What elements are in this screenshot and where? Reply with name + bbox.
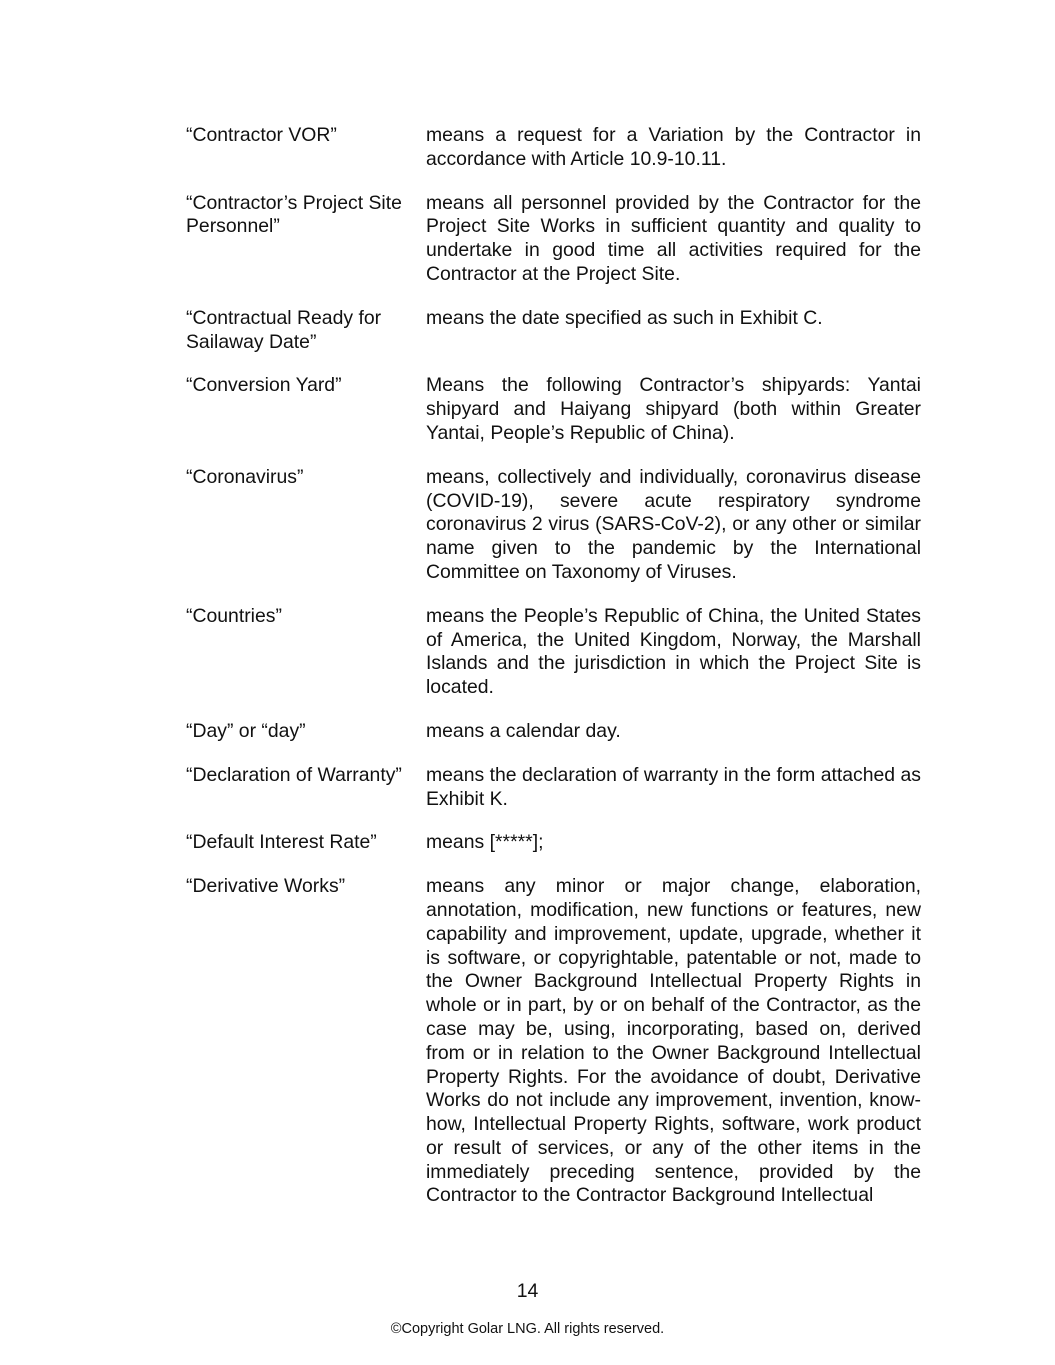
definition-term: “Contractor VOR” xyxy=(186,124,337,146)
definition-term: “Contractor’s Project Site Personnel” xyxy=(186,191,402,238)
definition-text: means the date specified as such in Exhibit C. xyxy=(426,306,823,329)
definition-text: means any minor or major change, elaboration, annotation, modification, new functions or features, new capability and improvement, update, upgrade, whether it is software, or copyrightable, patentable or not, made to the Owner Background Intellectual Property Rights in whole or in part, by or on behalf of the Contractor, as the case may be, using, incorporating, based on, derived from or in relation to the Owner Background Intellectual Property Rights. For the avoidance of doubt, Derivative Works do not include any improvement, invention, know-how, Intellectual Property Rights, software, work product or result of services, or any of the other items in the immediately preceding sentence, provided by the Contractor to the Contractor Background Intellectual xyxy=(426,875,921,1207)
definition-entry xyxy=(186,466,921,585)
definition-term: “Coronavirus” xyxy=(186,465,304,488)
page-number: 14 xyxy=(516,1280,539,1302)
definition-entry xyxy=(186,764,921,812)
definition-text: means a request for a Variation by the Contractor in accordance with Article 10.9-10.11. xyxy=(426,124,921,170)
definition-text: means, collectively and individually, coronavirus disease (COVID-19), severe acute respiratory syndrome coronavirus 2 virus (SARS-CoV-2), or any other or similar name given to the pandemic by the International Committee on Taxonomy of Viruses. xyxy=(426,465,921,583)
definition-term: “Conversion Yard” xyxy=(186,374,342,397)
definition-entry xyxy=(186,605,921,700)
definition-entry xyxy=(186,307,921,355)
definition-entry xyxy=(186,374,921,445)
definition-entry xyxy=(186,192,921,287)
definition-term: “Default Interest Rate” xyxy=(186,831,377,854)
definition-text: means the declaration of warranty in the form attached as Exhibit K. xyxy=(426,763,921,810)
definition-entry xyxy=(186,875,921,1208)
copyright-notice: ©Copyright Golar LNG. All rights reserved. xyxy=(390,1321,665,1337)
definition-text: means a calendar day. xyxy=(426,719,621,742)
definition-term: “Countries” xyxy=(186,604,282,627)
definition-text: Means the following Contractor’s shipyards: Yantai shipyard and Haiyang shipyard (both within Greater Yantai, People’s Republic of China). xyxy=(426,374,921,444)
definition-term: “Contractual Ready for Sailaway Date” xyxy=(186,306,382,353)
definition-text: means [*****]; xyxy=(426,831,544,854)
definition-term: “Derivative Works” xyxy=(186,875,346,898)
definition-term: “Declaration of Warranty” xyxy=(186,763,402,786)
definition-term: “Day” or “day” xyxy=(186,719,306,742)
definition-entry xyxy=(186,124,921,172)
definition-text: means all personnel provided by the Contractor for the Project Site Works in sufficient quantity and quality to undertake in good time all activities required for the Contractor at the Project Site. xyxy=(426,191,921,285)
definition-text: means the People’s Republic of China, the United States of America, the United Kingdom, Norway, the Marshall Islands and the jurisdiction in which the Project Site is located. xyxy=(426,604,921,699)
definitions-list xyxy=(186,124,921,1228)
definition-entry xyxy=(186,720,921,744)
definition-entry xyxy=(186,831,921,855)
